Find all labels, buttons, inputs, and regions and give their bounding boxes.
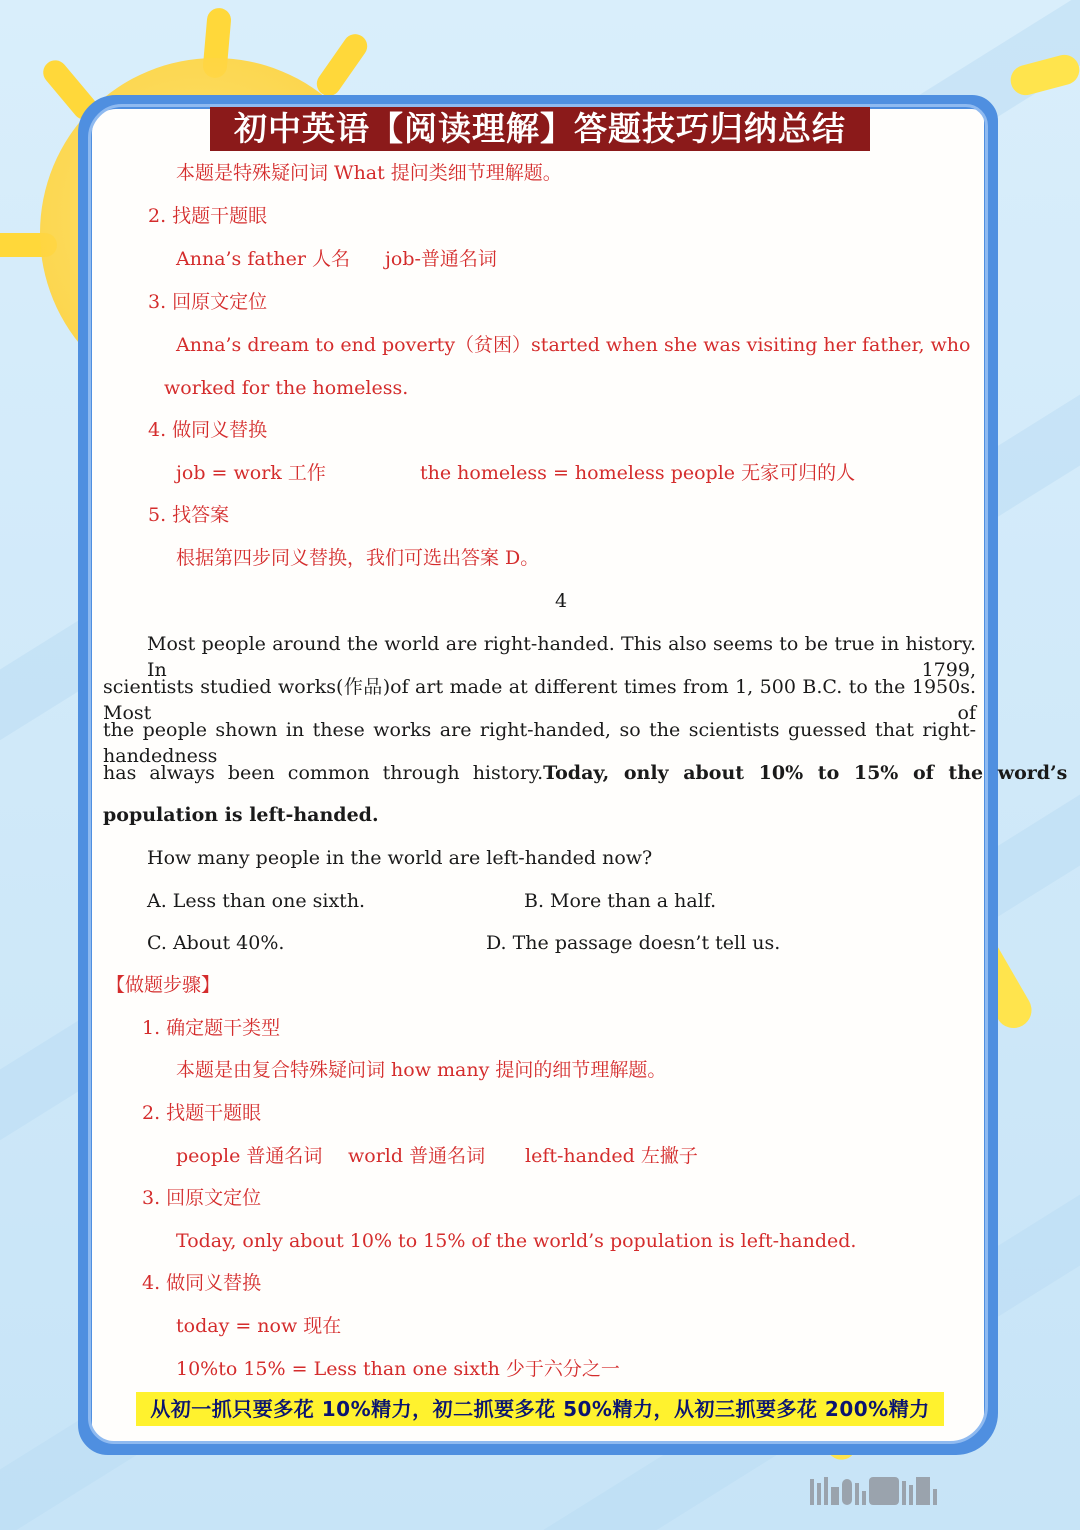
option-b: B. More than a half. [524, 890, 717, 912]
steps-2-keyword-c: left-handed 左撇子 [525, 1145, 698, 1167]
steps-2-keyword-b: world 普通名词 [348, 1145, 486, 1167]
watermark-barcode [810, 1465, 1060, 1505]
step2-keyword-b: job-普通名词 [385, 248, 497, 270]
steps-1-label: 1. 确定题干类型 [142, 1017, 281, 1039]
step4-synonym-a: job = work 工作 [176, 462, 326, 484]
step3-text-cont: worked for the homeless. [164, 377, 409, 399]
passage-key-sentence: Today, only about 10% to 15% of the word’s [543, 762, 1068, 784]
steps-2-label: 2. 找题干题眼 [142, 1102, 262, 1124]
step4-synonym-b: the homeless = homeless people 无家可归的人 [420, 462, 856, 484]
option-c: C. About 40%. [147, 932, 285, 954]
passage-line: scientists studied works(作品)of art made at different times from 1, 500 B.C. to the 1950s. Most of [103, 676, 976, 724]
steps-header: 【做题步骤】 [106, 974, 221, 996]
passage-line: the people shown in these works are right-handed, so the scientists guessed that right-handedness [103, 719, 976, 767]
passage-line [103, 760, 1068, 786]
steps-2-keyword-a: people 普通名词 [176, 1145, 323, 1167]
step3-label: 3. 回原文定位 [148, 291, 268, 313]
steps-3-text: Today, only about 10% to 15% of the world’s population is left-handed. [176, 1230, 857, 1252]
question-text: How many people in the world are left-handed now? [147, 847, 653, 869]
passage-number: 4 [555, 590, 568, 612]
page-title: 初中英语【阅读理解】答题技巧归纳总结 [210, 107, 870, 151]
steps-3-label: 3. 回原文定位 [142, 1187, 262, 1209]
passage-key-sentence-cont: population is left-handed. [103, 804, 379, 826]
steps-4-label: 4. 做同义替换 [142, 1272, 262, 1294]
option-d: D. The passage doesn’t tell us. [486, 932, 781, 954]
motivation-banner: 从初一抓只要多花 10%精力，初二抓要多花 50%精力，从初三抓要多花 200%精力 [136, 1392, 944, 1426]
step2-keyword-a: Anna’s father 人名 [176, 248, 350, 270]
steps-4-synonym-a: today = now 现在 [176, 1315, 342, 1337]
step4-label: 4. 做同义替换 [148, 419, 268, 441]
steps-1-text: 本题是由复合特殊疑问词 how many 提问的细节理解题。 [176, 1059, 667, 1081]
step2-label: 2. 找题干题眼 [148, 205, 268, 227]
step1-text: 本题是特殊疑问词 What 提问类细节理解题。 [176, 162, 562, 184]
step5-text: 根据第四步同义替换，我们可选出答案 D。 [176, 547, 540, 569]
step3-text: Anna’s dream to end poverty（贫困）started when she was visiting her father, who [176, 334, 971, 356]
step5-label: 5. 找答案 [148, 504, 230, 526]
option-a: A. Less than one sixth. [147, 890, 366, 912]
passage-line: Most people around the world are right-handed. This also seems to be true in history. In 1799, [147, 633, 976, 681]
steps-4-synonym-b: 10%to 15% = Less than one sixth 少于六分之一 [176, 1358, 620, 1380]
passage-text: has always been common through history. [103, 762, 544, 784]
